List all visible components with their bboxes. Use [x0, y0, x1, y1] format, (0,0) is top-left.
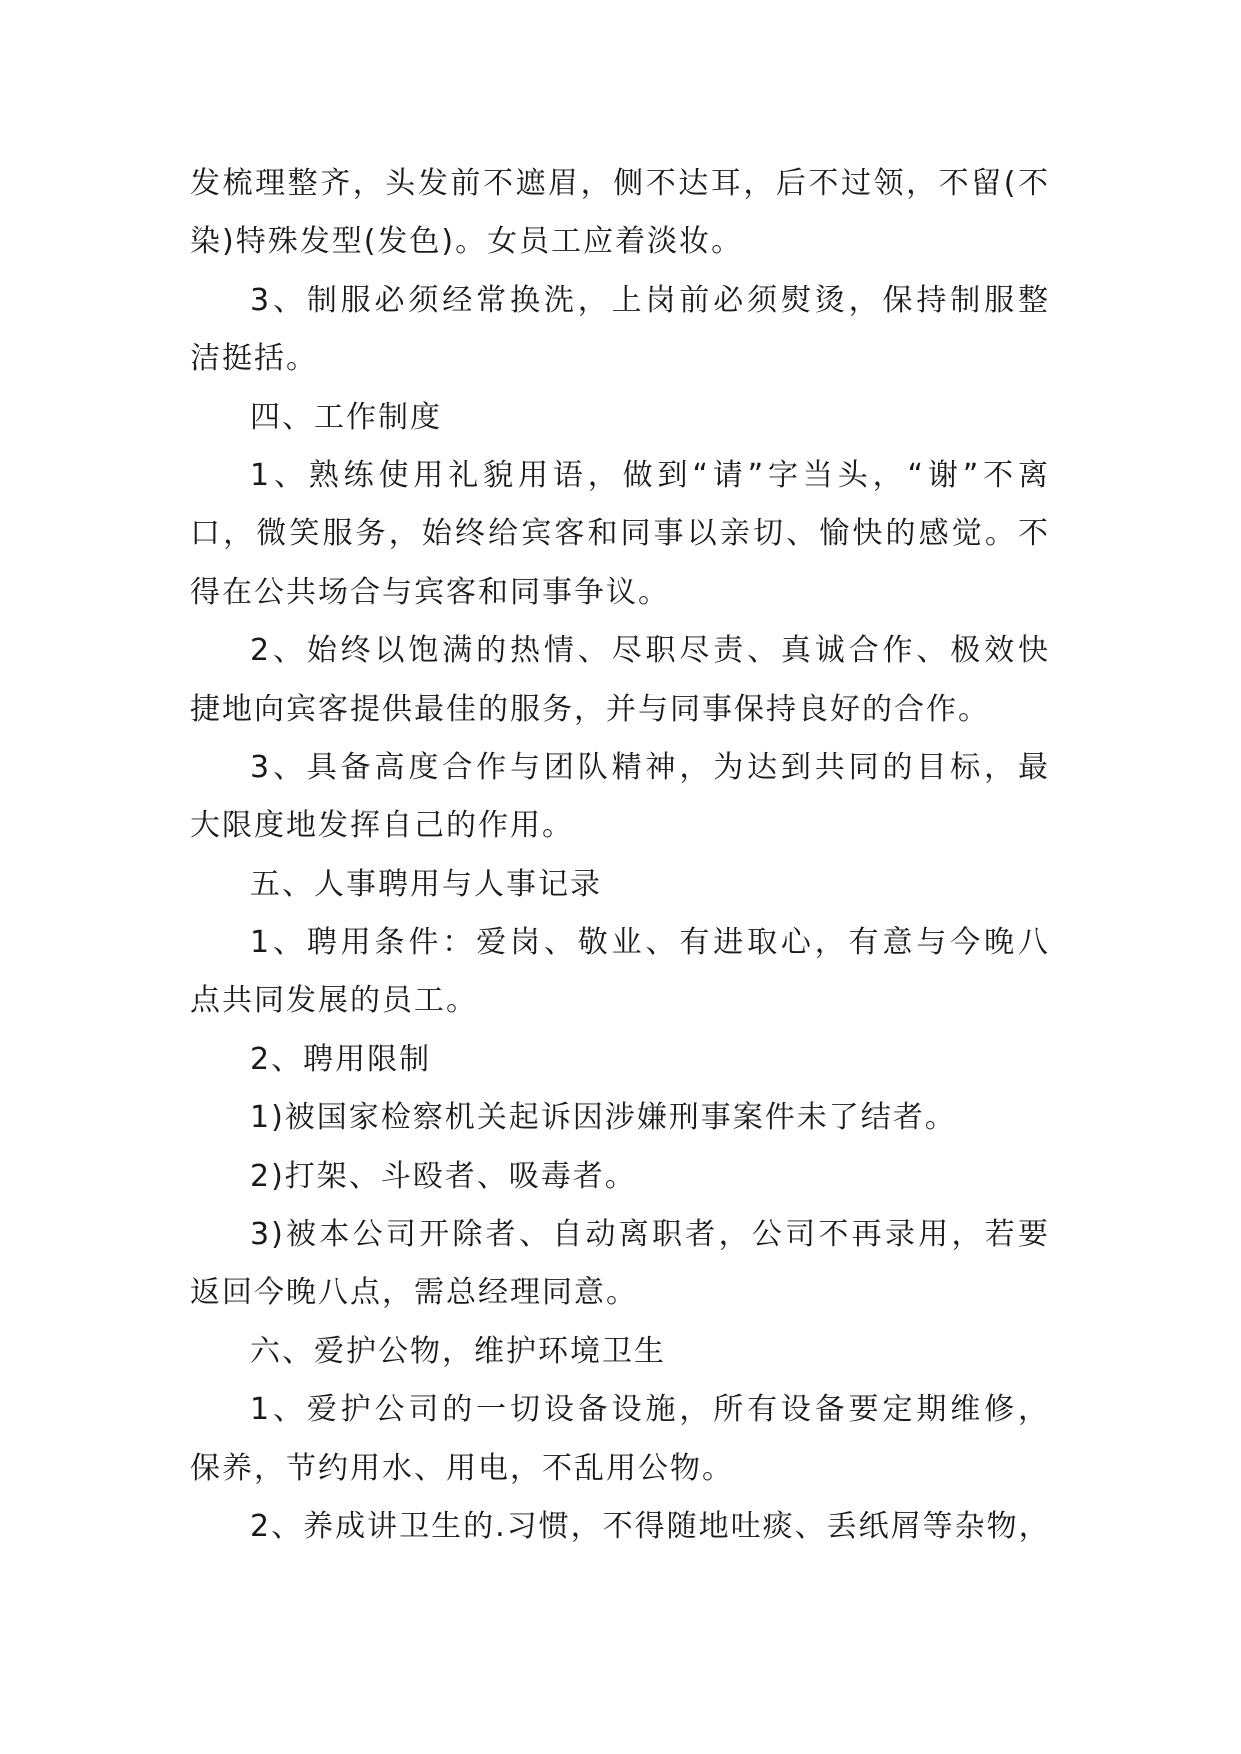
text-line: 大限度地发挥自己的作用。 — [190, 808, 574, 844]
text-line: 1)被国家检察机关起诉因涉嫌刑事案件未了结者。 — [250, 1100, 957, 1136]
text-line: 返回今晚八点，需总经理同意。 — [190, 1275, 638, 1311]
text-line: 得在公共场合与宾客和同事争议。 — [190, 574, 670, 610]
text-line: 1、爱护公司的一切设备设施，所有设备要定期维修， — [250, 1392, 1050, 1428]
text-line: 保养，节约用水、用电，不乱用公物。 — [190, 1450, 734, 1486]
text-line: 洁挺括。 — [190, 341, 318, 377]
text-line: 3、具备高度合作与团队精神，为达到共同的目标，最 — [250, 749, 1050, 785]
section-heading: 四、工作制度 — [250, 399, 442, 435]
text-line: 口，微笑服务，始终给宾客和同事以亲切、愉快的感觉。不 — [190, 516, 1050, 552]
text-line: 发梳理整齐，头发前不遮眉，侧不达耳，后不过领，不留(不 — [190, 166, 1050, 201]
text-line: 1、聘用条件：爱岗、敬业、有进取心，有意与今晚八 — [250, 925, 1050, 961]
text-line: 3)被本公司开除者、自动离职者，公司不再录用，若要 — [250, 1217, 1050, 1253]
text-line: 2、养成讲卫生的.习惯，不得随地吐痰、丢纸屑等杂物， — [250, 1508, 1051, 1544]
text-line: 1、熟练使用礼貌用语，做到“请”字当头，“谢”不离 — [250, 457, 1050, 493]
text-line: 点共同发展的员工。 — [190, 983, 478, 1019]
text-line: 2)打架、斗殴者、吸毒者。 — [250, 1158, 637, 1194]
text-line: 2、聘用限制 — [250, 1041, 432, 1077]
section-heading: 六、爱护公物，维护环境卫生 — [250, 1333, 666, 1369]
document-body — [190, 155, 1050, 1556]
text-line: 3、制服必须经常换洗，上岗前必须熨烫，保持制服整 — [250, 282, 1050, 318]
text-line: 捷地向宾客提供最佳的服务，并与同事保持良好的合作。 — [190, 691, 990, 727]
text-line: 2、始终以饱满的热情、尽职尽责、真诚合作、极效快 — [250, 633, 1050, 669]
section-heading: 五、人事聘用与人事记录 — [250, 866, 602, 902]
text-line: 染)特殊发型(发色)。女员工应着淡妆。 — [190, 224, 744, 260]
